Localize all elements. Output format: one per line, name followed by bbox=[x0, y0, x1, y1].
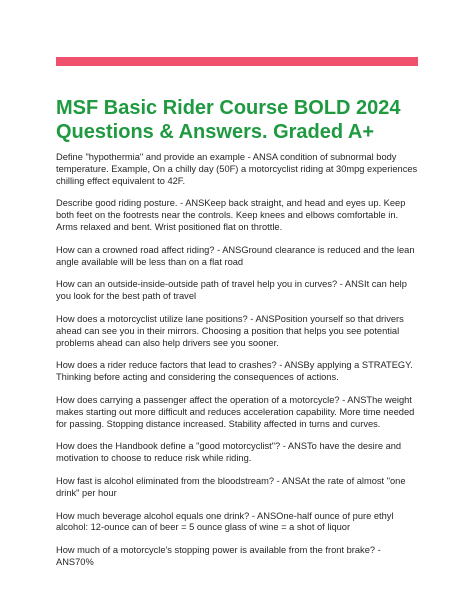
qa-item: How can a crowned road affect riding? - ANSGround clearance is reduced and the lean angle available will be less than on a flat road bbox=[56, 244, 415, 267]
qa-item: How much of a motorcycle's stopping power is available from the front brake? - ANS70% bbox=[56, 545, 381, 567]
title-line-2: Questions & Answers. Graded A+ bbox=[56, 121, 375, 143]
qa-item: How does carrying a passenger affect the operation of a motorcycle? - ANSThe weight makes starting out more difficult and reduces acceleration capability. More time needed for passing. Stopping distance increased. Stability affected in turns and curves. bbox=[56, 394, 415, 429]
qa-item: Describe good riding posture. - ANSKeep back straight, and head and eyes up. Keep both feet on the footrests near the controls. Keep knees and elbows comfortable in. Arms relaxed and bent. Wrist positioned flat on throttle. bbox=[56, 198, 406, 232]
qa-item: Define "hypothermia" and provide an example - ANSA condition of subnormal body temperature. Example, On a chilly day (50F) a motorcyclist riding at 30mpg experiences chilling effect equivalent to 42F. bbox=[56, 152, 418, 186]
qa-item: How can an outside-inside-outside path of travel help you in curves? - ANSIt can help you look for the best path of travel bbox=[56, 279, 407, 302]
qa-item: How much beverage alcohol equals one drink? - ANSOne-half ounce of pure ethyl alcohol: 12-ounce can of beer = 5 ounce glass of wine = a shot of liquor bbox=[56, 510, 394, 533]
qa-list bbox=[56, 152, 420, 580]
qa-item: How does the Handbook define a "good motorcyclist"? - ANSTo have the desire and motivation to choose to reduce risk while riding. bbox=[56, 441, 402, 464]
title-line-1: MSF Basic Rider Course BOLD 2024 bbox=[56, 97, 401, 119]
document-title bbox=[56, 96, 426, 144]
qa-item: How does a rider reduce factors that lead to crashes? - ANSBy applying a STRATEGY. Thinking before acting and considering the consequences of actions. bbox=[56, 360, 413, 383]
qa-item: How does a motorcyclist utilize lane positions? - ANSPosition yourself so that drivers ahead can see you in their mirrors. Choosing a position that helps you see potential problems ahead can also help drivers see you sooner. bbox=[56, 313, 404, 348]
qa-item: How fast is alcohol eliminated from the bloodstream? - ANSAt the rate of almost "one drink" per hour bbox=[56, 475, 406, 498]
header-accent-bar bbox=[56, 57, 418, 66]
